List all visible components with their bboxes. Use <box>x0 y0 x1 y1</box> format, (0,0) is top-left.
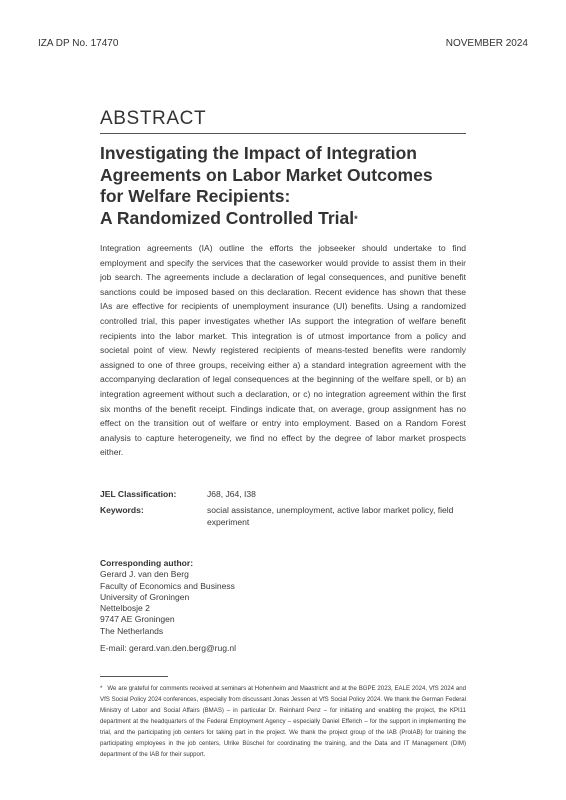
series-number: IZA DP No. 17470 <box>38 38 119 49</box>
footnote-text: We are grateful for comments received at seminars at Hohenheim and Maastricht and at the BGPE 2023, EALE 2024, VfS 2024 and VfS Social Policy 2024 conferences, especially from discussant Jonas Jessen at VfS Social Policy 2024. We thank the German Federal Ministry of Labor and Social Affairs (BMAS) – in particular Dr. Reinhard Penz – for initiating and enabling the project, the KPI11 department at the headquarters of the Federal Employment Agency – especially Daniel Efferich – for the support in implementing the trial, and the participating job centers for taking part in the project. We thank the project group of the IAB (ProIAB) for training the participating employees in the job centers, Ulrike Büschel for coordinating the training, and the Data and IT Management (DIM) department of the IAB for their support. <box>100 685 466 758</box>
title-line-1: Investigating the Impact of Integration <box>100 143 417 163</box>
title-line-3: for Welfare Recipients: <box>100 186 291 206</box>
author-country: The Netherlands <box>100 625 164 636</box>
title-line-2: Agreements on Labor Market Outcomes <box>100 164 433 185</box>
footnote <box>100 683 466 760</box>
page-header <box>38 38 528 52</box>
keywords-label: Keywords: <box>100 505 144 515</box>
jel-value: J68, J64, I38 <box>207 489 256 499</box>
author-city: 9747 AE Groningen <box>100 614 175 625</box>
footnote-mark: * <box>100 685 103 692</box>
author-university: University of Groningen <box>100 591 190 602</box>
author-faculty: Faculty of Economics and Business <box>100 580 235 591</box>
title-line-4-text: A Randomized Controlled Trial <box>100 207 355 228</box>
jel-label: JEL Classification: <box>100 489 177 499</box>
paper-title <box>100 143 466 229</box>
corresponding-author-title: Corresponding author: <box>100 558 194 568</box>
author-street: Nettelbosje 2 <box>100 603 150 614</box>
author-email: E-mail: gerard.van.den.berg@rug.nl <box>100 643 236 654</box>
keywords <box>100 504 466 528</box>
heading-divider <box>100 133 466 134</box>
title-footnote-mark: * <box>354 213 358 224</box>
publication-date: NOVEMBER 2024 <box>445 38 528 49</box>
title-line-4 <box>100 208 466 230</box>
author-name: Gerard J. van den Berg <box>100 569 189 580</box>
keywords-value: social assistance, unemployment, active labor market policy, field experiment <box>207 505 454 527</box>
corresponding-author <box>100 558 400 654</box>
footnote-divider <box>100 676 168 677</box>
section-heading: ABSTRACT <box>100 108 207 129</box>
jel-classification <box>100 488 466 500</box>
abstract-text: Integration agreements (IA) outline the efforts the jobseeker should undertake to find employment and specify the services that the caseworker would provide to assist them in their job search. The agreements include a declaration of legal consequences, and punitive benefit sanctions could be imposed based on this declaration. Recent evidence has shown that these IAs are effective for recipients of unemployment insurance (UI) benefits. Using a randomized controlled trial, this paper investigates whether IAs support the integration of welfare benefit recipients into the labor market. This integration is of utmost importance from a policy and societal point of view. Newly registered recipients of means-tested benefits were randomly assigned to one of three groups, receiving either a) a standard integration agreement with the accompanying declaration of legal consequences at the beginning of the welfare spell, or b) an integration agreement without such a declaration, or c) no integration agreement within the first six months of the benefit receipt. Findings indicate that, on average, group assignment has no effect on the transition out of welfare or entry into employment. Based on a Random Forest analysis to capture heterogeneity, we find no effect by the degree of labor market prospects either. <box>100 243 466 458</box>
